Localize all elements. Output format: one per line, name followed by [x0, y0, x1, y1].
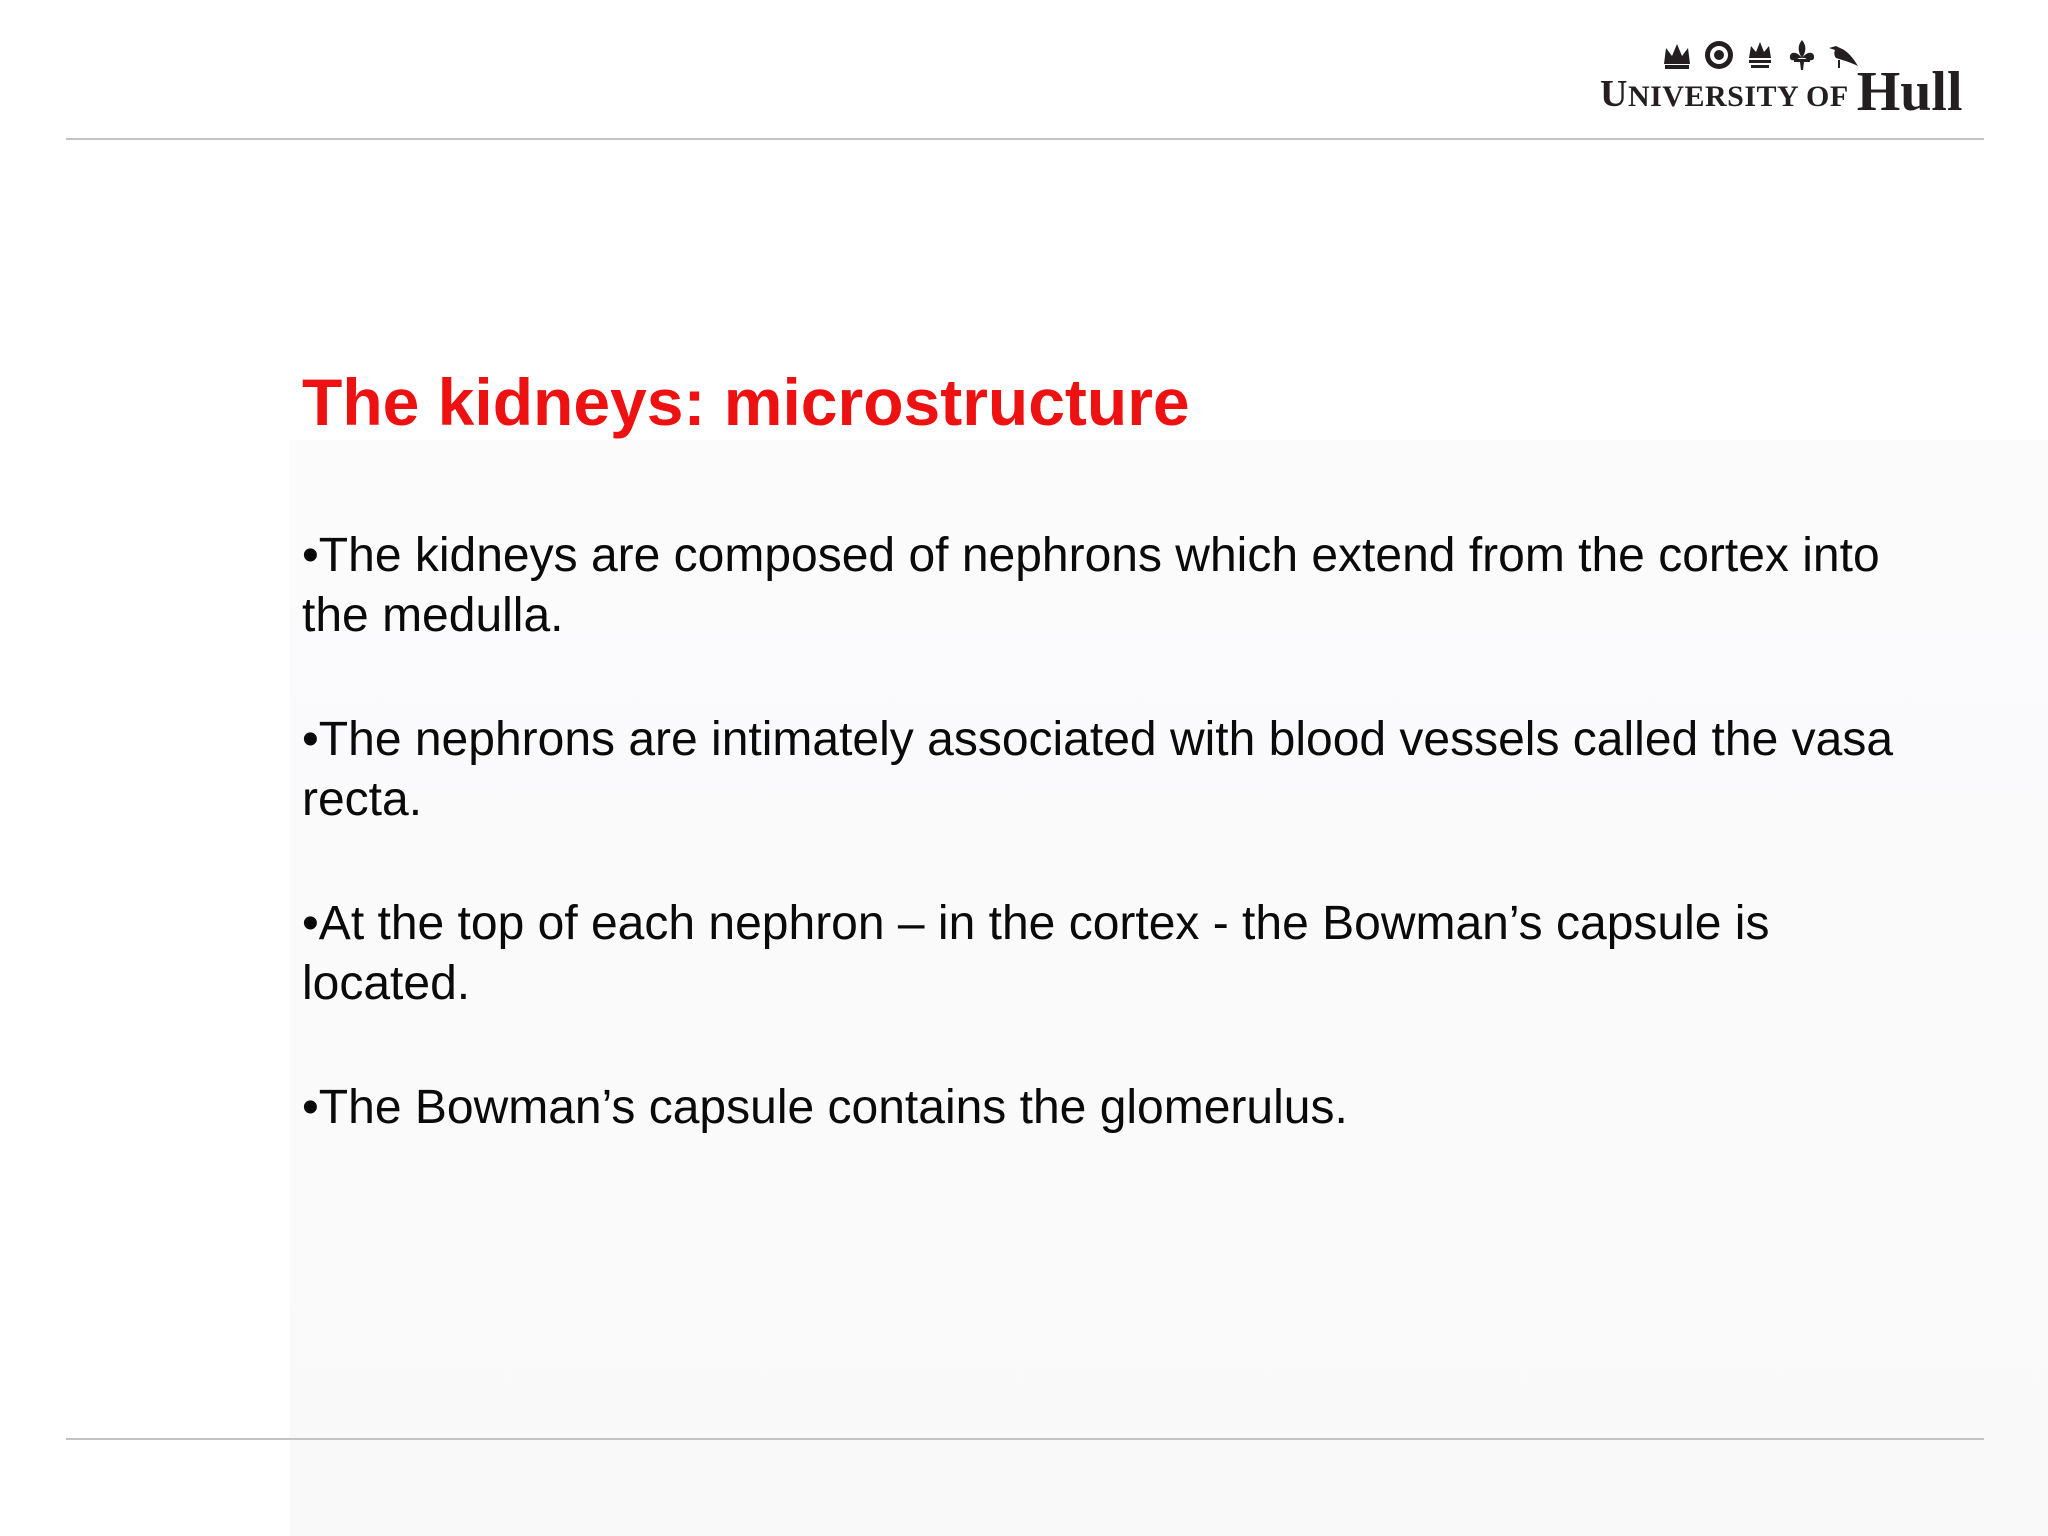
bullet-item: •The nephrons are intimately associated with blood vessels called the vasa recta.: [302, 713, 1894, 826]
bullet-list: [302, 526, 1942, 1202]
header-divider: [66, 138, 1984, 140]
bullet-item: •The kidneys are composed of nephrons which extend from the cortex into the medulla.: [302, 529, 1880, 642]
wordmark-university-of: NIVERSITY OF: [1627, 80, 1849, 113]
bullet-item: •The Bowman’s capsule contains the glomerulus.: [302, 1081, 1348, 1134]
wordmark-hull: Hull: [1856, 61, 1963, 123]
slide-title: The kidneys: microstructure: [302, 365, 1190, 439]
bullet-item: •At the top of each nephron – in the cortex - the Bowman’s capsule is located.: [302, 897, 1770, 1010]
university-logo: [1600, 30, 1990, 123]
university-wordmark: [1600, 60, 1963, 124]
wordmark-initial: U: [1600, 73, 1628, 115]
footer-divider: [66, 1438, 1984, 1440]
